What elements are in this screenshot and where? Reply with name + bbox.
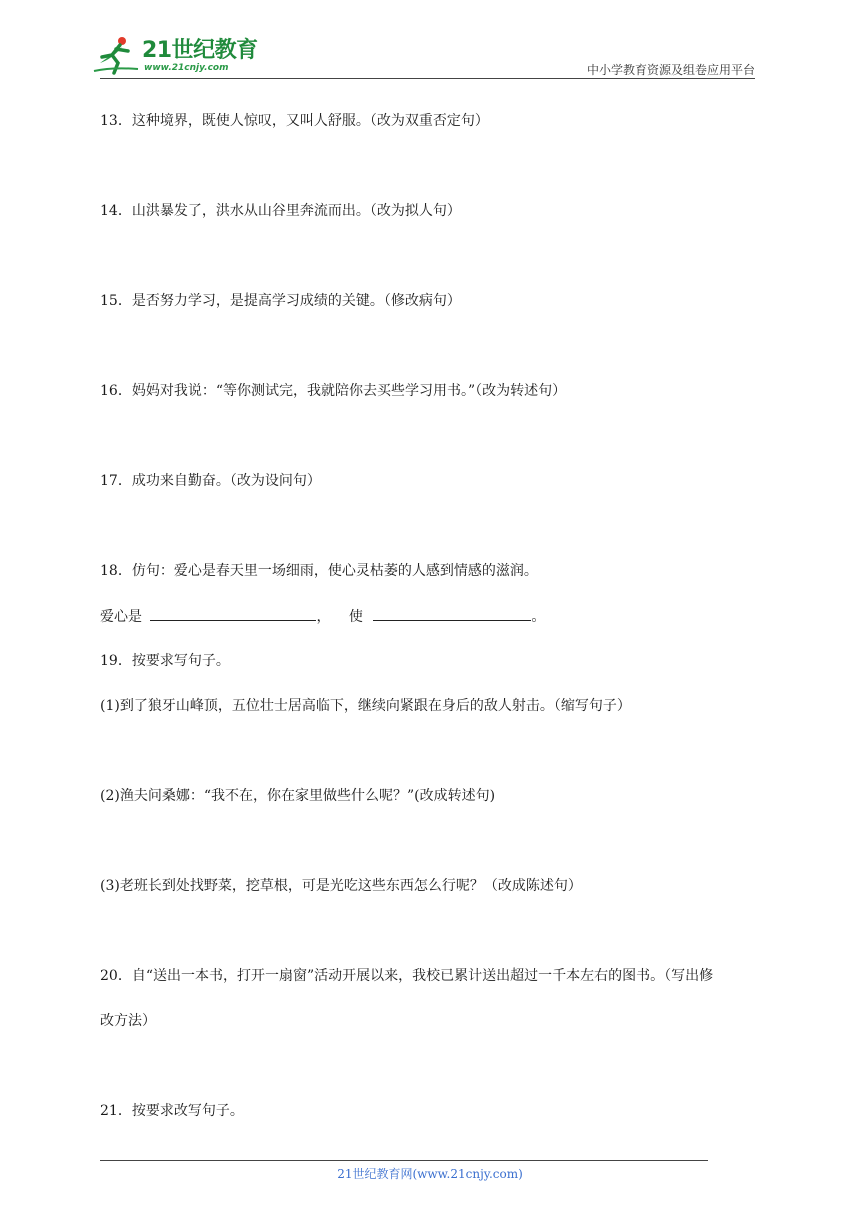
question-21: 21．按要求改写句子。 bbox=[100, 1103, 244, 1119]
question-20-line1: 20．自“送出一本书，打开一扇窗”活动开展以来，我校已累计送出超过一千本左右的图书。（写出修 bbox=[100, 968, 714, 984]
question-14: 14．山洪暴发了，洪水从山谷里奔流而出。（改为拟人句） bbox=[100, 203, 461, 219]
footer-text: 21世纪教育网(www.21cnjy.com) bbox=[337, 1167, 523, 1181]
header-divider bbox=[100, 78, 755, 79]
question-17: 17．成功来自勤奋。（改为设问句） bbox=[100, 473, 321, 489]
runner-logo-icon bbox=[92, 33, 142, 77]
footer-divider bbox=[100, 1160, 708, 1161]
answer-blank-1[interactable] bbox=[150, 606, 316, 621]
question-18: 18．仿句：爱心是春天里一场细雨，使心灵枯萎的人感到情感的滋润。 bbox=[100, 563, 538, 579]
fill-middle: 使 bbox=[348, 609, 363, 625]
logo-title: 21世纪教育 bbox=[142, 38, 258, 63]
question-15: 15．是否努力学习，是提高学习成绩的关键。（修改病句） bbox=[100, 293, 461, 309]
question-19-1: (1)到了狼牙山峰顶，五位壮士居高临下，继续向紧跟在身后的敌人射击。（缩写句子） bbox=[100, 698, 631, 714]
question-16: 16．妈妈对我说：“等你测试完，我就陪你去买些学习用书。”（改为转述句） bbox=[100, 383, 567, 399]
fill-comma: ， bbox=[316, 609, 331, 625]
fill-end: 。 bbox=[531, 609, 546, 625]
platform-name: 中小学教育资源及组卷应用平台 bbox=[586, 63, 755, 77]
fill-in-line bbox=[100, 606, 545, 627]
logo bbox=[92, 33, 262, 77]
question-19-3: (3)老班长到处找野菜，挖草根，可是光吃这些东西怎么行呢？（改成陈述句） bbox=[100, 878, 582, 894]
answer-blank-2[interactable] bbox=[373, 606, 531, 621]
question-13: 13．这种境界，既使人惊叹，又叫人舒服。（改为双重否定句） bbox=[100, 113, 489, 129]
page-header bbox=[0, 0, 860, 80]
question-19-2: (2)渔夫问桑娜：“我不在，你在家里做些什么呢？”(改成转述句) bbox=[100, 788, 496, 804]
logo-url: www.21cnjy.com bbox=[144, 63, 229, 73]
question-20-line2: 改方法） bbox=[100, 1013, 156, 1029]
question-19: 19．按要求写句子。 bbox=[100, 653, 230, 669]
fill-prefix: 爱心是 bbox=[100, 609, 142, 625]
